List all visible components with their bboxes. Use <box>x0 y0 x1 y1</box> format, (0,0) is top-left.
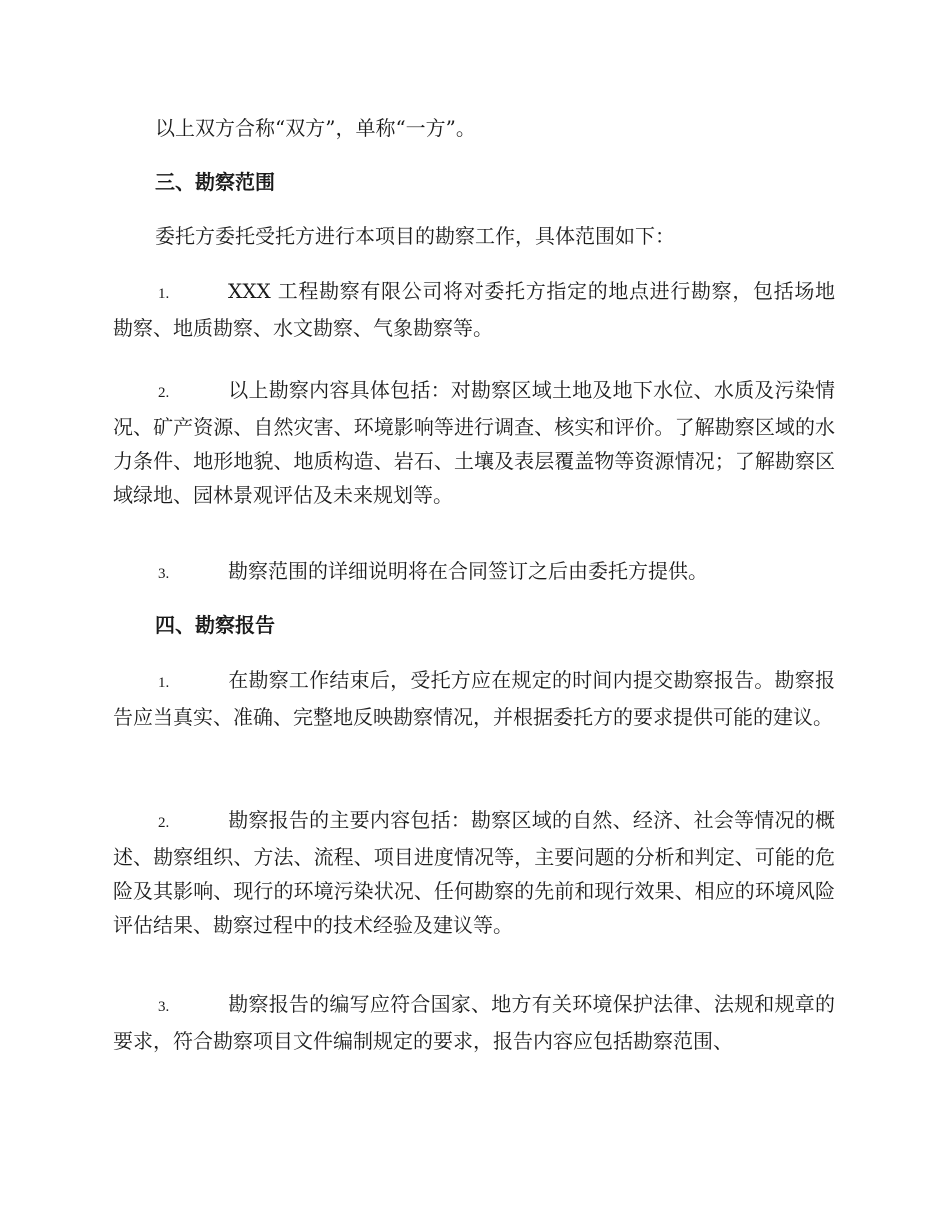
list-item-text: XXX 工程勘察有限公司将对委托方指定的地点进行勘察，包括场地勘察、地质勘察、水文勘察、气象勘察等。 <box>113 279 835 340</box>
list-item-text: 勘察报告的编写应符合国家、地方有关环境保护法律、法规和规章的要求，符合勘察项目文件编制规定的要求，报告内容应包括勘察范围、 <box>113 992 835 1053</box>
list-item-text: 勘察范围的详细说明将在合同签订之后由委托方提供。 <box>228 559 708 583</box>
list-number: 2. <box>158 815 170 831</box>
section-heading-scope: 三、勘察范围 <box>155 170 275 194</box>
list-item-text: 以上勘察内容具体包括：对勘察区域土地及地下水位、水质及污染情况、矿产资源、自然灾害、环境影响等进行调查、核实和评价。了解勘察区域的水力条件、地形地貌、地质构造、岩石、土壤及表层覆盖物等资源情况；了解勘察区域绿地、园林景观评估及未来规划等。 <box>113 378 835 507</box>
paragraph-parties: 以上双方合称“双方”，单称“一方”。 <box>155 116 476 140</box>
section-heading-report: 四、勘察报告 <box>155 613 275 637</box>
list-item <box>113 373 835 512</box>
list-number: 3. <box>158 566 170 582</box>
list-item <box>113 663 835 734</box>
list-number: 3. <box>158 999 170 1015</box>
paragraph-scope-intro: 委托方委托受托方进行本项目的勘察工作，具体范围如下： <box>155 224 675 248</box>
list-item <box>113 274 835 345</box>
list-item <box>113 554 835 591</box>
list-item-text: 勘察报告的主要内容包括：勘察区域的自然、经济、社会等情况的概述、勘察组织、方法、流程、项目进度情况等，主要问题的分析和判定、可能的危险及其影响、现行的环境污染状况、任何勘察的先前和现行效果、相应的环境风险评估结果、勘察过程中的技术经验及建议等。 <box>113 808 835 937</box>
list-number: 1. <box>158 286 170 302</box>
list-item <box>113 803 835 942</box>
list-item-text: 在勘察工作结束后，受托方应在规定的时间内提交勘察报告。勘察报告应当真实、准确、完整地反映勘察情况，并根据委托方的要求提供可能的建议。 <box>113 668 835 729</box>
list-item <box>113 987 835 1058</box>
list-number: 1. <box>158 675 170 691</box>
list-number: 2. <box>158 385 170 401</box>
